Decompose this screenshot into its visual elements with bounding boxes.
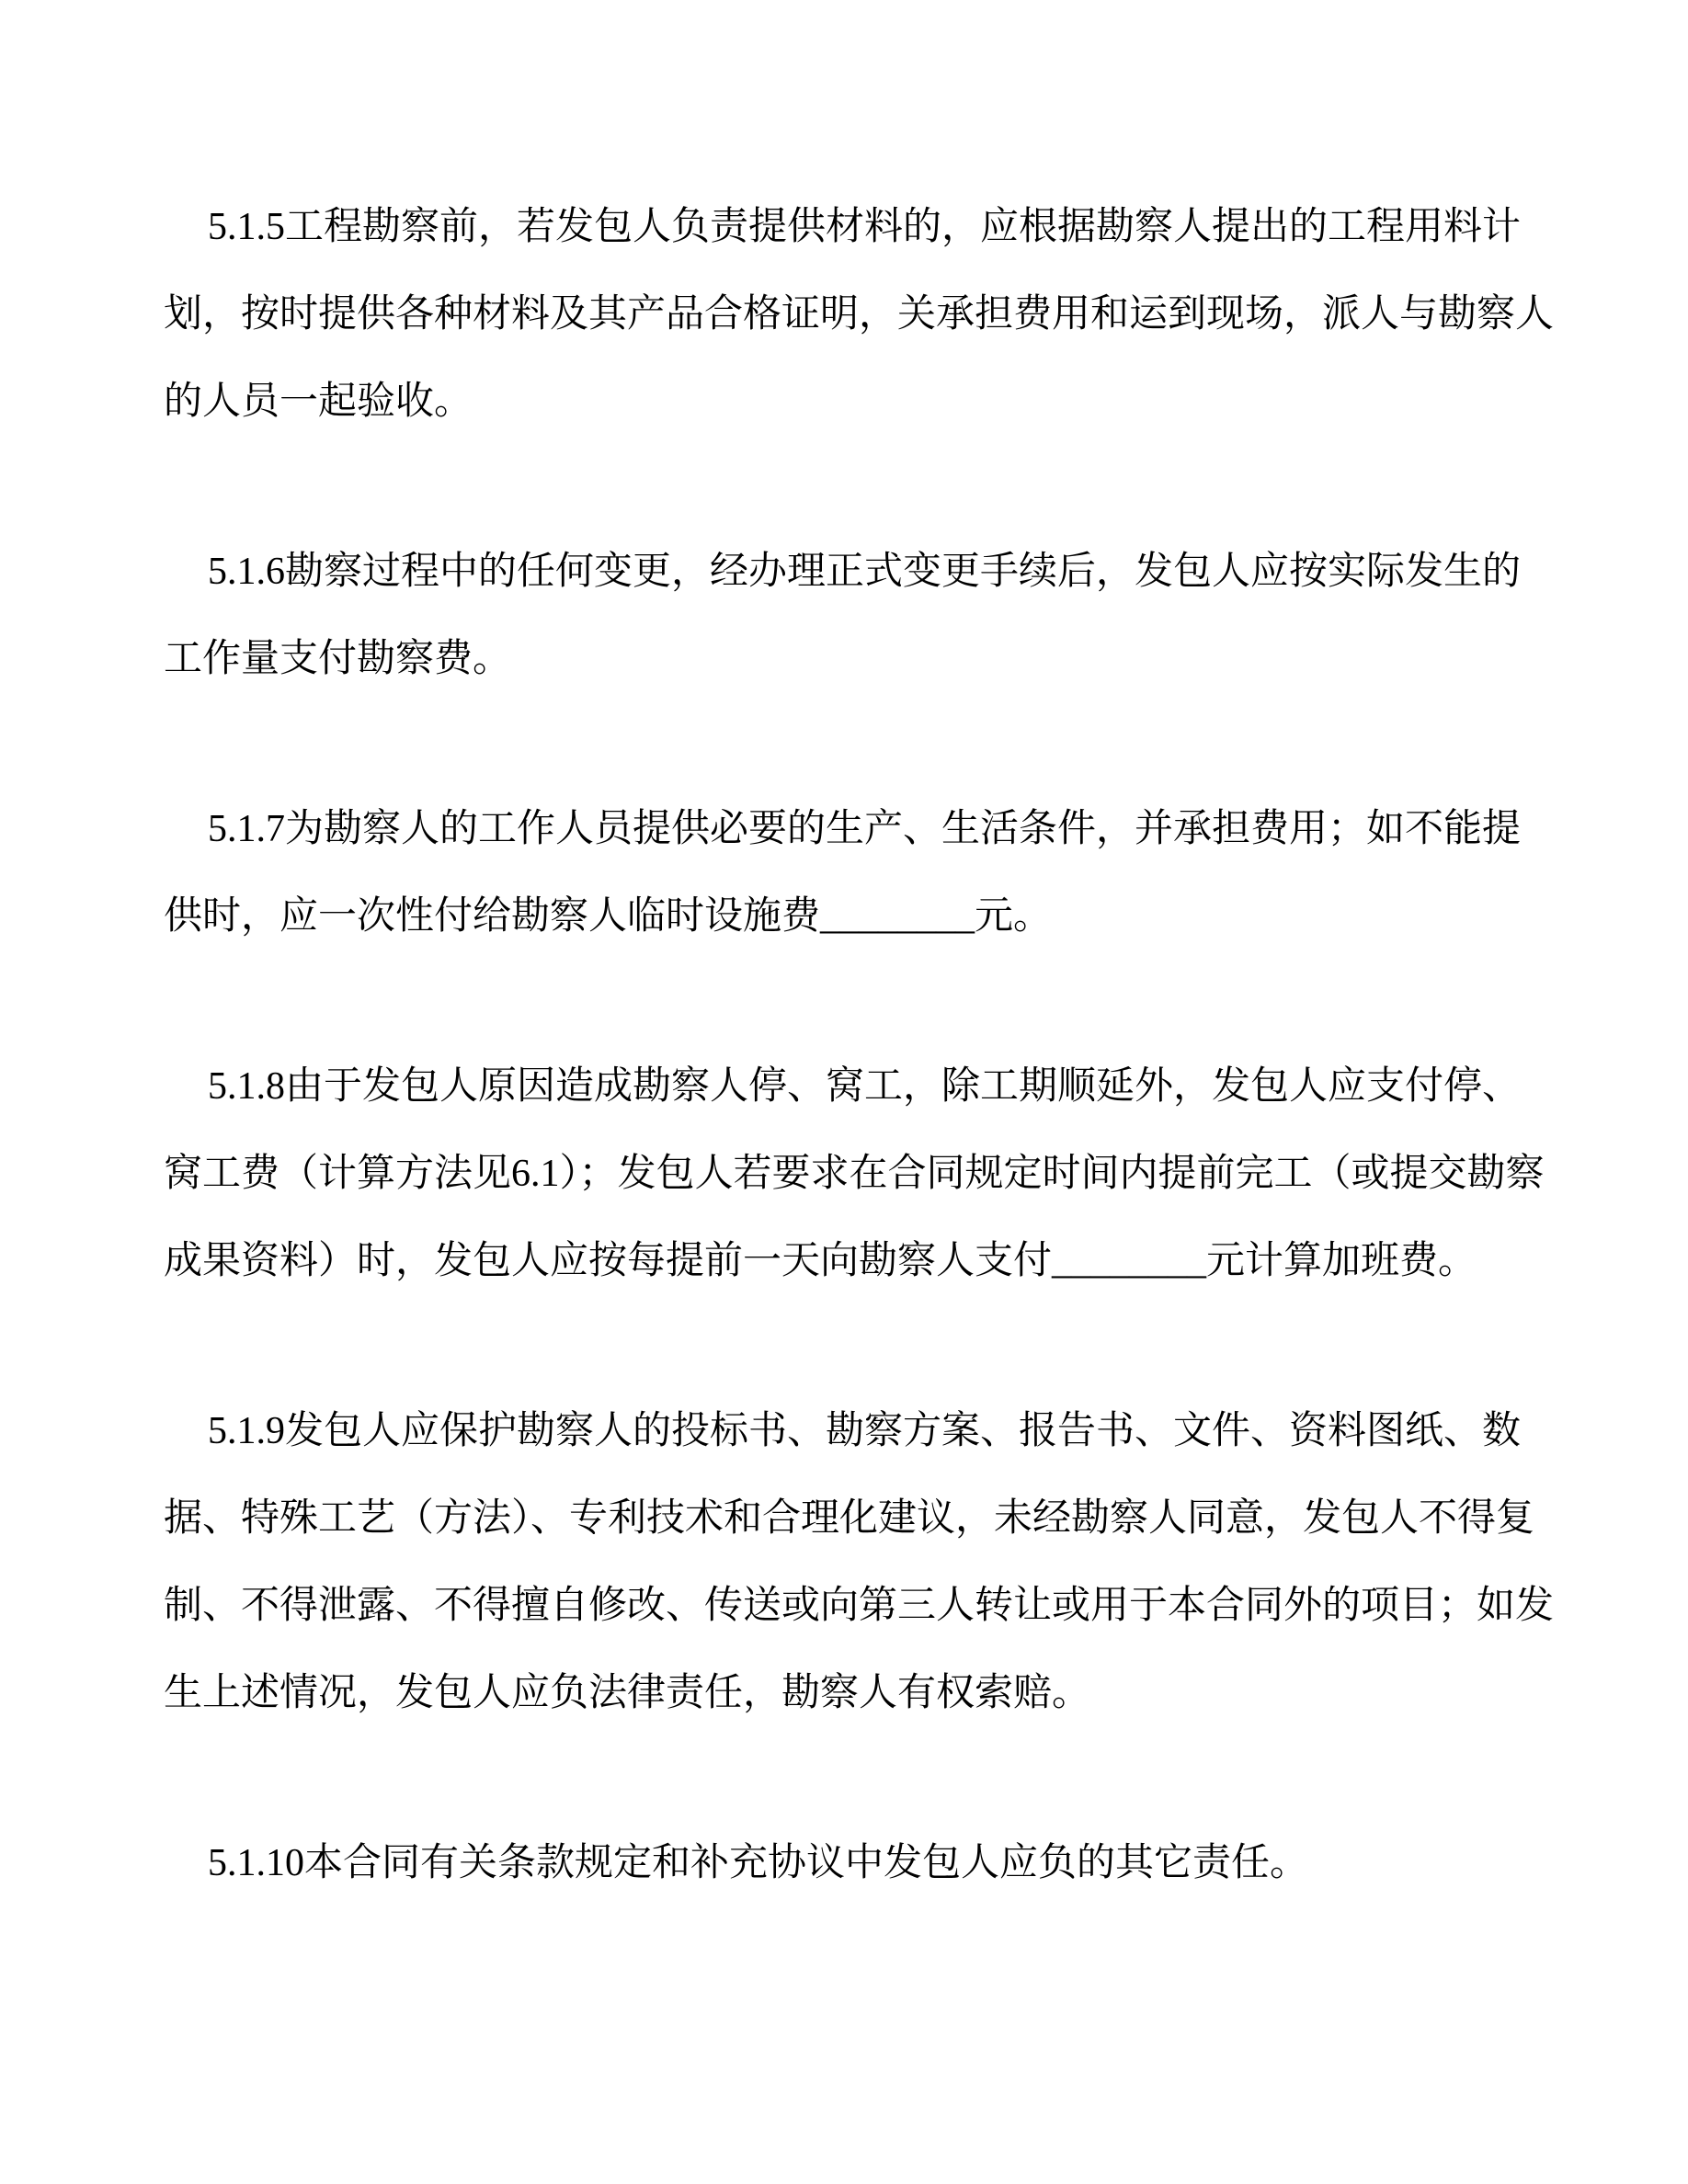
clause-5-1-9 [164,1388,1555,1737]
clause-5-1-8 [164,1043,1545,1305]
clause-line: 据、特殊工艺（方法）、专利技术和合理化建议，未经勘察人同意，发包人不得复 [164,1497,1535,1540]
clause-line: 窝工费（计算方法见6.1）；发包人若要求在合同规定时间内提前完工（或提交勘察 [164,1153,1545,1195]
clause-line: 5.1.5工程勘察前，若发包人负责提供材料的，应根据勘察人提出的工程用料计 [208,206,1522,248]
clause-line: 5.1.8由于发包人原因造成勘察人停、窝工，除工期顺延外，发包人应支付停、 [208,1065,1522,1108]
clause-line: 工作量支付勘察费。 [164,638,512,680]
clause-line: 制、不得泄露、不得擅自修改、传送或向第三人转让或用于本合同外的项目；如发 [164,1585,1555,1627]
clause-line: 划，按时提供各种材料及其产品合格证明，关承担费用和运到现场，派人与勘察人 [164,293,1555,336]
clause-5-1-6 [164,529,1523,703]
clause-5-1-5 [164,184,1555,446]
clause-line: 5.1.10本合同有关条款规定和补充协议中发包人应负的其它责任。 [208,1842,1309,1884]
clause-line-with-blank-field: 成果资料）时，发包人应按每提前一天向勘察人支付________元计算加班费。 [164,1240,1477,1282]
clause-line: 5.1.7为勘察人的工作人员提供必要的生产、生活条件，并承担费用；如不能提 [208,808,1522,850]
clause-5-1-7 [164,786,1523,961]
clause-line-with-blank-field: 供时，应一次性付给勘察人临时设施费________元。 [164,895,1053,938]
clause-line: 5.1.6勘察过程中的任何变更，经办理正式变更手续后，发包人应按实际发生的 [208,551,1522,593]
clause-line: 5.1.9发包人应保护勘察人的投标书、勘察方案、报告书、文件、资料图纸、数 [208,1410,1522,1452]
clause-5-1-10 [164,1820,1523,1907]
clause-line: 的人员一起验收。 [164,381,473,423]
clause-line: 生上述情况，发包人应负法律责任，勘察人有权索赔。 [164,1672,1091,1714]
